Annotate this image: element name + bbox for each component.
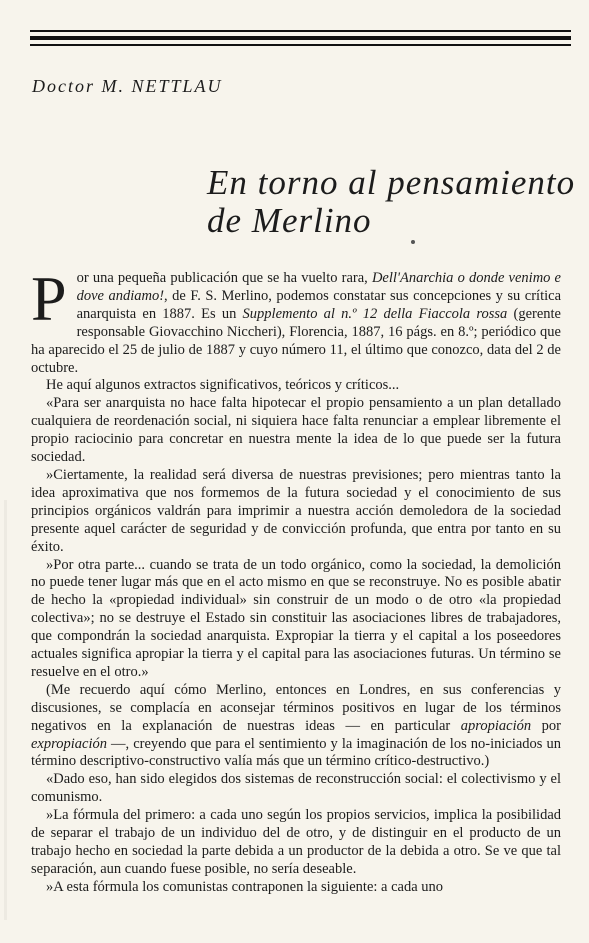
paragraph-3: «Para ser anarquista no hace falta hipotecar el propio pensamiento a un plan detallado cualquiera de reordenación social, ni siquiera hace falta renunciar a emplear libremente el propio raciocinio para concretar en nuestra mente la idea de lo que puede ser la futura sociedad. [31, 395, 561, 466]
p1-publication-title: Dell'Anarchia o donde venimo e dove andiamo! [76, 270, 561, 304]
article-body [31, 263, 562, 897]
title-line-2: de Merlino [207, 201, 372, 240]
page-margin-shadow [4, 500, 7, 920]
p6-text-c: —, creyendo que para el sentimiento y la imaginación de los no-iniciados un término descriptivo-constructivo valía más que un término crítico-destructivo.) [31, 735, 561, 770]
p1-text-b: , de F. S. Merlino, podemos constatar sus concepciones y su crítica anarquista en 1887. Es un [76, 287, 562, 322]
rule-line-3 [30, 44, 571, 46]
paragraph-9: »A esta fórmula los comunistas contraponen la siguiente: a cada uno [46, 878, 444, 895]
paragraph-4: »Ciertamente, la realidad será diversa de nuestras previsiones; pero mientras tanto la idea aproximativa que nos formemos de la futura sociedad y el conocimiento de sus principios orgánicos valdrán para imprimir a nuestra acción demoledora de la sociedad presente aquel carácter de seguridad y de convicción profunda, que entra por tanto en su éxito. [31, 466, 561, 555]
rule-line-1 [30, 30, 571, 32]
rule-line-2 [30, 36, 571, 40]
paragraph-2: He aquí algunos extractos significativos, teóricos y críticos... [46, 377, 400, 394]
p6-term-expropiacion: expropiación [31, 735, 107, 752]
paragraph-1 [31, 263, 562, 377]
ornament-dot [411, 240, 415, 244]
p6-term-apropiacion: apropiación [460, 717, 532, 734]
paragraph-7: «Dado eso, han sido elegidos dos sistemas de reconstrucción social: el colectivismo y el comunismo. [31, 771, 561, 806]
paragraph-6 [31, 682, 561, 772]
paragraph-8: »La fórmula del primero: a cada uno según los propios servicios, implica la posibilidad de separar el trabajo de un individuo del de otro, y de distinguir en el producto de un trabajo hecho en sociedad la parte debida a un productor de la debida a otro. Se ve que tal separación, aun cuando fuese posible, no sería deseable. [31, 807, 561, 877]
p6-text-a: (Me recuerdo aquí cómo Merlino, entonces en Londres, en sus conferencias y discusiones, se complacía en aconsejar términos positivos en lugar de los términos negativos en la explanación de nuestras ideas — en particular [31, 681, 561, 734]
p1-supplement-title: Supplemento al n.º 12 della Fiaccola rossa [242, 305, 508, 322]
p1-text-c: (gerente responsable Giovacchino Niccheri), Florencia, 1887, 16 págs. en 8.º; periódico que ha aparecido el 25 de julio de 1887 y cuyo número 11, el último que conozco, data del 2 de octubre. [31, 305, 561, 376]
title-line-1: En torno al pensamiento [207, 163, 576, 202]
drop-cap: P [31, 263, 67, 334]
author-name: Doctor M. NETTLAU [32, 76, 223, 96]
paragraph-5: »Por otra parte... cuando se trata de un todo orgánico, como la sociedad, la demolición no puede tener lugar más que en el acto mismo en que se reconstruye. No es posible abatir de hecho la «propiedad individual» sin construir de un modo o de otro «la propiedad colectiva»; no se destruye el Estado sin constituir las asociaciones libres de trabajadores, que compondrán la sociedad anarquista. Expropiar la tierra y el capital a los poseedores actuales significa apropiar la tierra y el capital para las asociaciones futuras. Un término se resuelve en el otro.» [31, 556, 561, 680]
p6-text-b: por [531, 717, 561, 734]
article-title [207, 164, 575, 240]
p1-text-a: or una pequeña publicación que se ha vuelto rara, [76, 270, 372, 286]
